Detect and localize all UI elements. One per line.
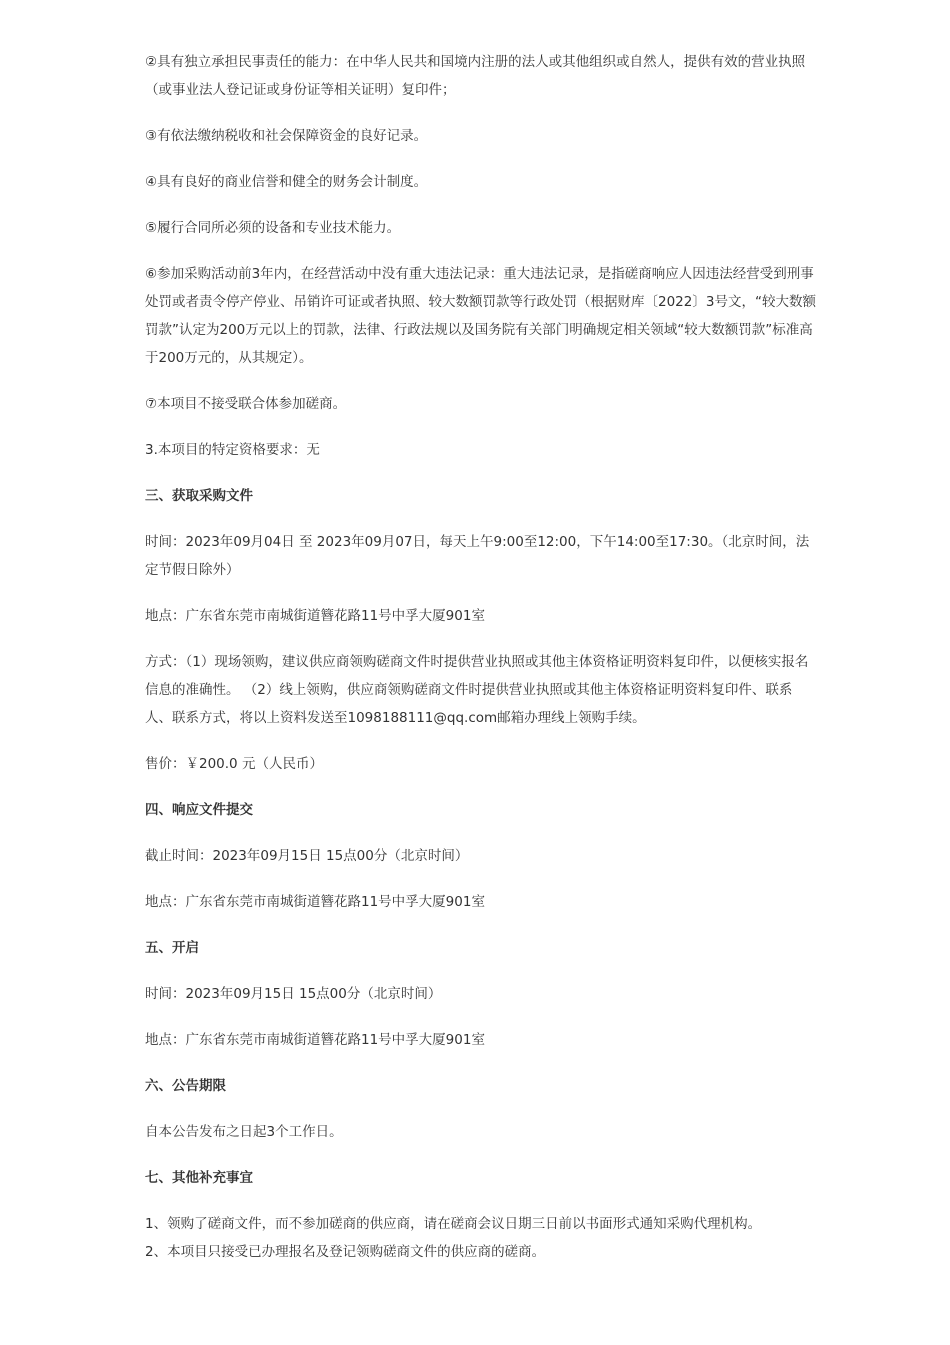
section-heading-obtain-documents: 三、获取采购文件 [145, 488, 253, 504]
document-price: 售价：￥200.0 元（人民币） [145, 756, 323, 772]
obtain-time: 时间：2023年09月04日 至 2023年09月07日，每天上午9:00至12:00，下午14:00至17:30。（北京时间，法定节假日除外） [145, 534, 810, 578]
submission-deadline: 截止时间：2023年09月15日 15点00分（北京时间） [145, 848, 469, 864]
opening-place: 地点：广东省东莞市南城街道簪花路11号中孚大厦901室 [145, 1032, 485, 1048]
section-heading-submission: 四、响应文件提交 [145, 802, 253, 818]
specific-qualification: 3.本项目的特定资格要求：无 [145, 442, 320, 458]
other-matter-item: 2、本项目只接受已办理报名及登记领购磋商文件的供应商的磋商。 [145, 1244, 546, 1260]
obtain-method: 方式：（1）现场领购，建议供应商领购磋商文件时提供营业执照或其他主体资格证明资料复印件，以便核实报名信息的准确性。 （2）线上领购，供应商领购磋商文件时提供营业执照或其他主体资格证明资料复印件、联系人、联系方式，将以上资料发送至1098188111@qq.com邮箱办理线上领购手续。 [145, 654, 809, 726]
obtain-place: 地点：广东省东莞市南城街道簪花路11号中孚大厦901室 [145, 608, 485, 624]
section-heading-opening: 五、开启 [145, 940, 199, 956]
other-matter-item: 1、领购了磋商文件，而不参加磋商的供应商，请在磋商会议日期三日前以书面形式通知采购代理机构。 [145, 1216, 762, 1232]
announcement-body [145, 48, 817, 1266]
qualification-item-4: ④具有良好的商业信誉和健全的财务会计制度。 [145, 174, 428, 190]
qualification-item-6: ⑥参加采购活动前3年内，在经营活动中没有重大违法记录：重大违法记录，是指磋商响应人因违法经营受到刑事处罚或者责令停产停业、吊销许可证或者执照、较大数额罚款等行政处罚（根据财库〔2022〕3号文，“较大数额罚款”认定为200万元以上的罚款，法律、行政法规以及国务院有关部门明确规定相关领域“较大数额罚款”标准高于200万元的，从其规定）。 [145, 266, 816, 366]
qualification-item-3: ③有依法缴纳税收和社会保障资金的良好记录。 [145, 128, 428, 144]
section-heading-notice-period: 六、公告期限 [145, 1078, 226, 1094]
qualification-item-5: ⑤履行合同所必须的设备和专业技术能力。 [145, 220, 401, 236]
opening-time: 时间：2023年09月15日 15点00分（北京时间） [145, 986, 442, 1002]
section-heading-other-matters: 七、其他补充事宜 [145, 1170, 253, 1186]
submission-place: 地点：广东省东莞市南城街道簪花路11号中孚大厦901室 [145, 894, 485, 910]
qualification-item-2: ②具有独立承担民事责任的能力：在中华人民共和国境内注册的法人或其他组织或自然人，提供有效的营业执照（或事业法人登记证或身份证等相关证明）复印件； [145, 54, 806, 98]
notice-period-text: 自本公告发布之日起3个工作日。 [145, 1124, 343, 1140]
qualification-item-7: ⑦本项目不接受联合体参加磋商。 [145, 396, 347, 412]
